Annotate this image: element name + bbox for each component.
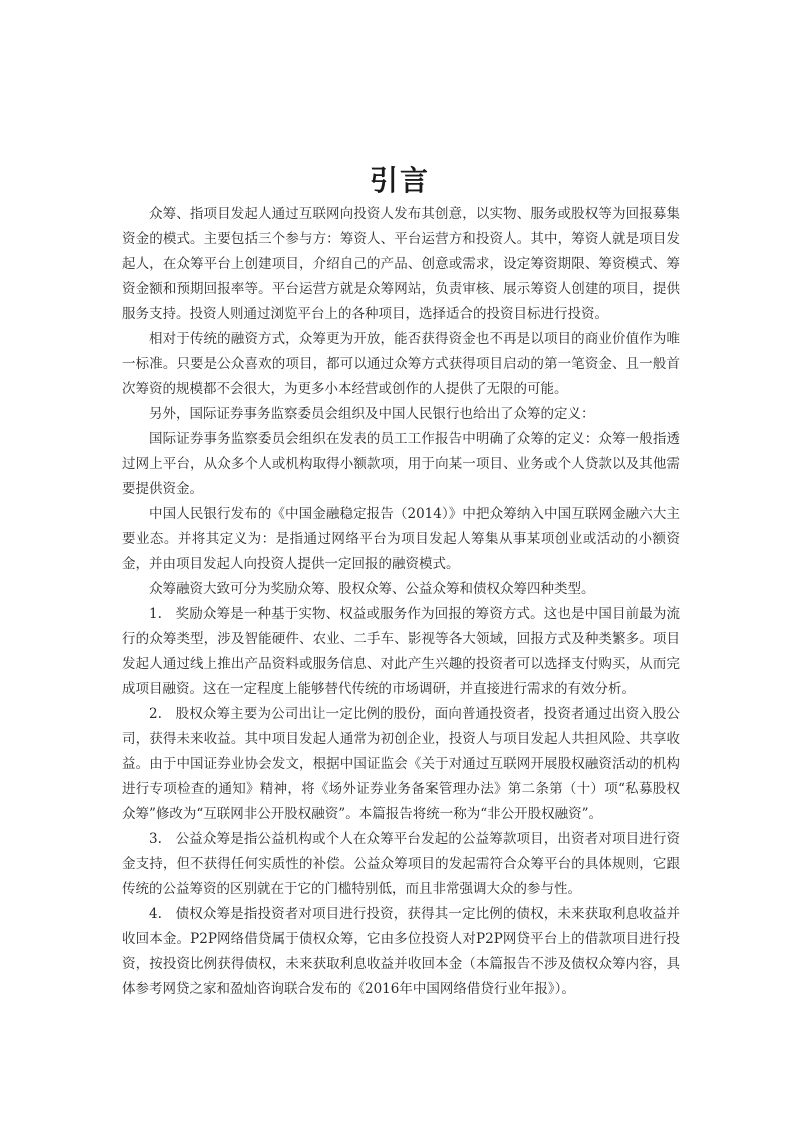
page-title: 引言 xyxy=(369,163,430,197)
paragraph-debt-crowdfunding: 4. 债权众筹是指投资者对项目进行投资，获得其一定比例的债权，未来获取利息收益并收回本金。P2P网络借贷属于债权众筹，它由多位投资人对P2P网贷平台上的借款项目进行投资，按投资比例获得债权，未来获取利息收益并收回本金（本篇报告不涉及债权众筹内容，具体参考网贷之家和盈灿咨询联合发布的《2016年中国网络借贷行业年报》）。 xyxy=(122,906,680,997)
paragraph-other-definitions: 另外，国际证券事务监察委员会组织及中国人民银行也给出了众筹的定义： xyxy=(149,406,595,422)
paragraph-equity-crowdfunding: 2. 股权众筹主要为公司出让一定比例的股份，面向普通投资者，投资者通过出资入股公司，获得未来收益。其中项目发起人通常为初创企业，投资人与项目发起人共担风险、共享收益。由于中国证券业协会发文，根据中国证监会《关于对通过互联网开展股权融资活动的机构进行专项检查的通知》精神，将《场外证券业务备案管理办法》第二条第（十）项“私募股权众筹”修改为“互联网非公开股权融资”。本篇报告将统一称为“非公开股权融资”。 xyxy=(122,706,680,822)
paragraph-definition: 众筹、指项目发起人通过互联网向投资人发布其创意，以实物、服务或股权等为回报募集资金的模式。主要包括三个参与方：筹资人、平台运营方和投资人。其中，筹资人就是项目发起人，在众筹平台上创建项目，介绍自己的产品、创意或需求，设定筹资期限、筹资模式、筹资金额和预期回报率等。平台运营方就是众筹网站，负责审核、展示筹资人创建的项目，提供服务支持。投资人则通过浏览平台上的各种项目，选择适合的投资目标进行投资。 xyxy=(122,206,680,322)
body-text xyxy=(122,202,680,1002)
paragraph-reward-crowdfunding: 1. 奖励众筹是一种基于实物、权益或服务作为回报的筹资方式。这也是中国目前最为流行的众筹类型，涉及智能硬件、农业、二手车、影视等各大领域，回报方式及种类繁多。项目发起人通过线上推出产品资料或服务信息、对此产生兴趣的投资者可以选择支付购买，从而完成项目融资。这在一定程度上能够替代传统的市场调研，并直接进行需求的有效分析。 xyxy=(122,606,680,697)
paragraph-pboc-definition: 中国人民银行发布的《中国金融稳定报告（2014）》中把众筹纳入中国互联网金融六大主要业态。并将其定义为：是指通过网络平台为项目发起人筹集从事某项创业或活动的小额资金，并由项目发起人向投资人提供一定回报的融资模式。 xyxy=(122,506,680,572)
paragraph-iosco-definition: 国际证券事务监察委员会组织在发表的员工工作报告中明确了众筹的定义：众筹一般指透过网上平台，从众多个人或机构取得小额款项，用于向某一项目、业务或个人贷款以及其他需要提供资金。 xyxy=(122,431,680,497)
paragraph-types-intro: 众筹融资大致可分为奖励众筹、股权众筹、公益众筹和债权众筹四种类型。 xyxy=(149,581,595,597)
paragraph-advantages: 相对于传统的融资方式，众筹更为开放，能否获得资金也不再是以项目的商业价值作为唯一标准。只要是公众喜欢的项目，都可以通过众筹方式获得项目启动的第一笔资金、且一般首次筹资的规模都不会很大，为更多小本经营或创作的人提供了无限的可能。 xyxy=(122,331,680,397)
paragraph-donation-crowdfunding: 3. 公益众筹是指公益机构或个人在众筹平台发起的公益筹款项目，出资者对项目进行资金支持，但不获得任何实质性的补偿。公益众筹项目的发起需符合众筹平台的具体规则，它跟传统的公益筹资的区别就在于它的门槛特别低，而且非常强调大众的参与性。 xyxy=(122,831,680,897)
